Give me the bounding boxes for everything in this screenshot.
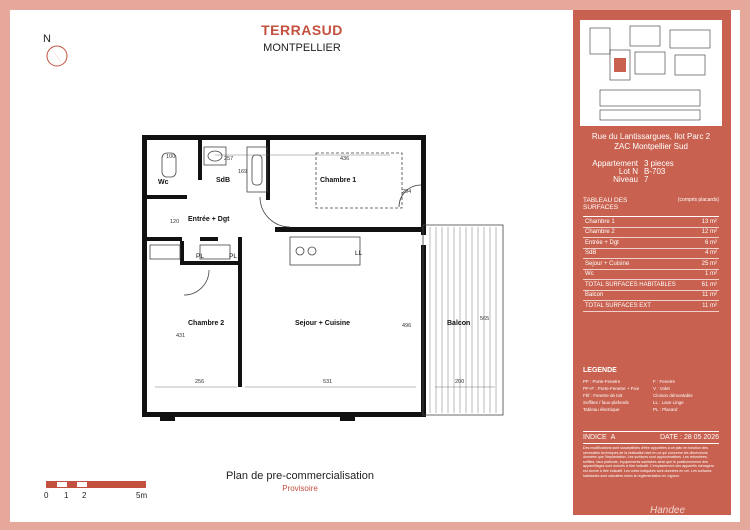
table-row: TOTAL SURFACES EXT 11 m² (583, 301, 719, 312)
lot-value: B-703 (644, 167, 666, 176)
room-wc: Wc (158, 179, 169, 186)
niveau-key: Niveau (613, 175, 638, 184)
dim-431: 431 (176, 333, 186, 339)
dim-100: 100 (166, 154, 176, 160)
niveau-value: 7 (644, 175, 649, 184)
placard-1: PL (196, 253, 204, 260)
lave-linge: LL (355, 250, 363, 257)
legend: PF : Porte-Fenetre F : Fenetre PF+F : Porte-Fenetre + Fixe V : Volet Fbf : Fenetre de toit Cloison démontable Soffites / faux-plafonds LL : Lave Linge Tableau électrique PL : Placard (583, 379, 693, 412)
compass-icon (38, 32, 72, 72)
floor-plan (140, 125, 510, 430)
date-value: 28 05 2026 (683, 434, 719, 441)
city-name: MONTPELLIER (263, 42, 341, 54)
room-entree: Entrée + Dgt (188, 216, 230, 223)
dim-256: 256 (195, 379, 205, 385)
table-row: TOTAL SURFACES HABITABLES 61 m² (583, 280, 719, 291)
plan-subtitle: Provisoire (282, 484, 318, 493)
table-row: Entrée + Dgt 6 m² (583, 238, 719, 249)
dim-120: 120 (170, 219, 180, 225)
apartment-value: 3 pieces (644, 159, 674, 168)
room-balcon: Balcon (447, 320, 471, 327)
room-sdb: SdB (216, 177, 230, 184)
surfaces-title: TABLEAU DES SURFACES (583, 197, 628, 211)
site-plan-thumbnail (580, 20, 722, 126)
room-chambre-1: Chambre 1 (320, 177, 357, 184)
address-line-2: ZAC Montpellier Sud (614, 142, 688, 151)
lot-key: Lot N (618, 167, 638, 176)
scale-label-1: 1 (64, 491, 69, 500)
compass-label: N (43, 33, 51, 45)
indice-label: INDICE (583, 434, 607, 441)
dim-565: 565 (480, 316, 490, 322)
dim-294: 294 (402, 189, 412, 195)
dim-257: 257 (224, 156, 234, 162)
table-row: SdB 4 m² (583, 249, 719, 260)
room-chambre-2: Chambre 2 (188, 320, 225, 327)
watermark: Handee (650, 505, 686, 516)
table-row: Chambre 2 12 m² (583, 228, 719, 239)
brand-name: TERRASUD (261, 22, 343, 38)
scale-label-5m: 5m (136, 491, 148, 500)
date-label: DATE : (659, 434, 682, 441)
table-row: Wc 1 m² (583, 270, 719, 281)
scale-label-0: 0 (44, 491, 49, 500)
table-row: Sejour + Cuisine 25 m² (583, 259, 719, 270)
dim-496: 496 (402, 323, 412, 329)
surfaces-header (583, 197, 719, 211)
indice-value: A (610, 434, 616, 441)
apartment-key: Appartement (592, 159, 638, 168)
table-row: Balcon 11 m² (583, 291, 719, 302)
indice-date-row (583, 431, 719, 444)
dim-200: 200 (455, 379, 465, 385)
address (576, 132, 726, 152)
placard-2: PL (229, 253, 237, 260)
address-line-1: Rue du Lantissargues, Ilot Parc 2 (591, 132, 711, 141)
plan-title: Plan de pre-commercialisation (226, 470, 374, 482)
disclaimer: Des modifications sont susceptibles d'être apportées à ce plan en fonction des nécessités techniques de la réalisation tant en ce qui concerne les dimensions données que l'implantation. Les surfaces sont approximatives. Les retombées, soffites, faux plafonds, équipements sanitaires ainsi que le positionnement des appareillages sont donnés à titre indicatif. L'emplacement des appareils ménagers est donné à titre indicatif. Les cotes indiquées sont données en cm. Les surfaces habitables sont calculées selon la réglementation en vigueur. (583, 446, 714, 478)
surfaces-table (583, 216, 719, 312)
scale-label-2: 2 (82, 491, 87, 500)
legend-title: LEGENDE (583, 367, 617, 374)
scale-bar (46, 481, 146, 488)
dim-531: 531 (323, 379, 333, 385)
room-sejour: Sejour + Cuisine (295, 320, 351, 327)
table-row: Chambre 1 13 m² (583, 217, 719, 228)
dim-169: 169 (238, 169, 248, 175)
apartment-info (583, 160, 674, 184)
surfaces-note: (compris placards) (677, 197, 719, 203)
dim-436: 436 (340, 156, 350, 162)
